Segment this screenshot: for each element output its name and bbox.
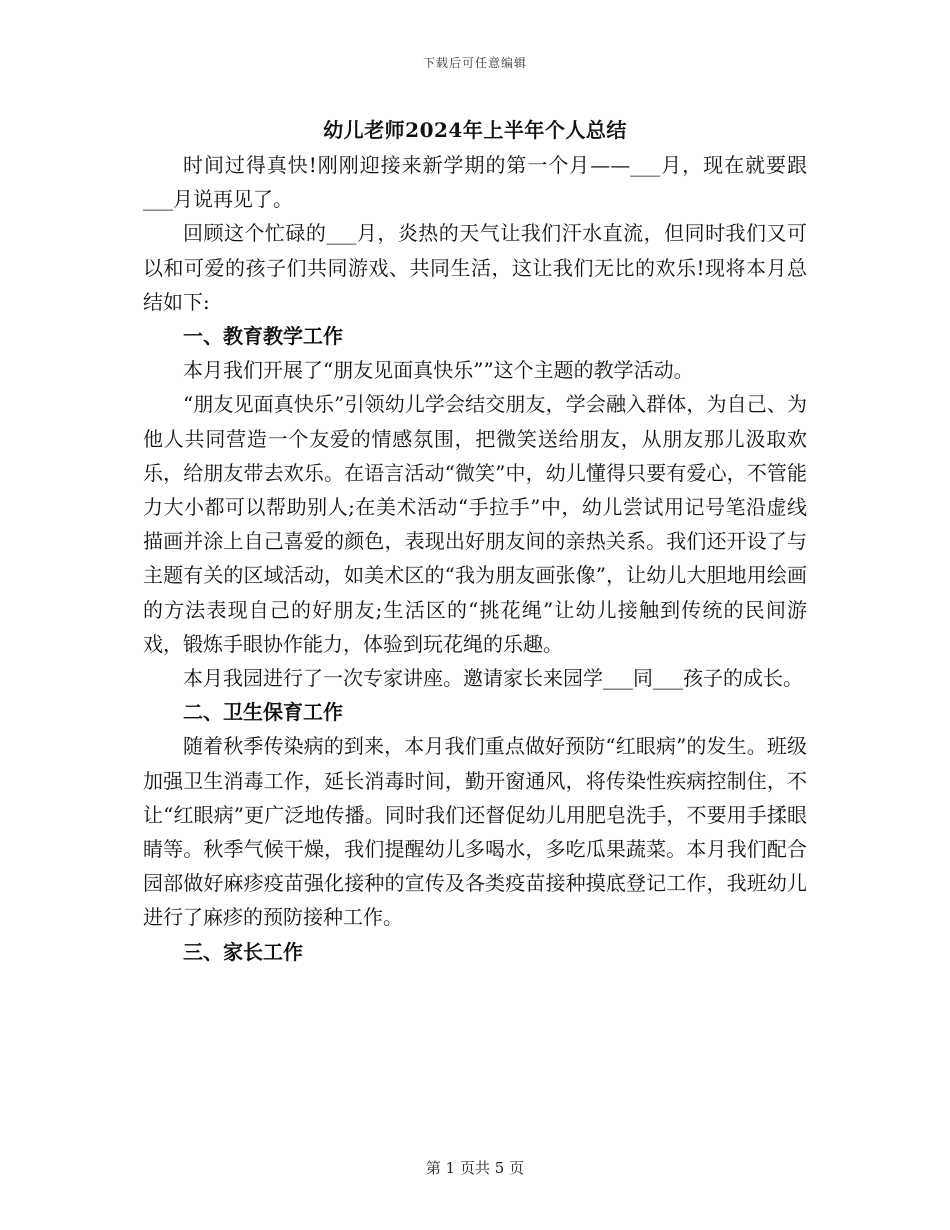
review-paragraph: 回顾这个忙碌的___月，炎热的天气让我们汗水直流，但同时我们又可以和可爱的孩子们共同游戏、共同生活，这让我们无比的欢乐!现将本月总结如下: (143, 221, 807, 314)
document-title: 幼儿老师2024年上半年个人总结 (323, 118, 627, 142)
section-heading-teaching: 一、教育教学工作 (183, 324, 343, 349)
page-number: 第 1 页共 5 页 (425, 1159, 525, 1177)
expert-lecture-paragraph: 本月我园进行了一次专家讲座。邀请家长来园学___同___孩子的成长。 (183, 666, 803, 691)
hygiene-paragraph: 随着秋季传染病的到来，本月我们重点做好预防“红眼病”的发生。班级加强卫生消毒工作，延长消毒时间，勤开窗通风，将传染性疾病控制住，不让“红眼病”更广泛地传播。同时我们还督促幼儿用肥皂洗手，不要用手揉眼睛等。秋季气候干燥，我们提醒幼儿多喝水，多吃瓜果蔬菜。本月我们配合园部做好麻疹疫苗强化接种的宣传及各类疫苗接种摸底登记工作，我班幼儿进行了麻疹的预防接种工作。 (143, 734, 807, 930)
teaching-activities-paragraph: “朋友见面真快乐”引领幼儿学会结交朋友，学会融入群体，为自己、为他人共同营造一个友爱的情感氛围，把微笑送给朋友，从朋友那儿汲取欢乐，给朋友带去欢乐。在语言活动“微笑”中，幼儿懂得只要有爱心，不管能力大小都可以帮助别人;在美术活动“手拉手”中，幼儿尝试用记号笔沿虚线描画并涂上自己喜爱的颜色，表现出好朋友间的亲热关系。我们还开设了与主题有关的区域活动，如美术区的“我为朋友画张像”，让幼儿大胆地用绘画的方法表现自己的好朋友;生活区的“挑花绳”让幼儿接触到传统的民间游戏，锻炼手眼协作能力，体验到玩花绳的乐趣。 (143, 392, 807, 656)
page-header-note: 下载后可任意编辑 (422, 56, 527, 70)
intro-paragraph: 时间过得真快!刚刚迎接来新学期的第一个月——___月，现在就要跟___月说再见了。 (143, 153, 807, 212)
section-heading-hygiene: 二、卫生保育工作 (183, 700, 343, 725)
document-body (143, 148, 807, 969)
section-heading-parents: 三、家长工作 (183, 939, 303, 964)
teaching-theme-paragraph: 本月我们开展了“朋友见面真快乐””这个主题的教学活动。 (183, 358, 694, 383)
